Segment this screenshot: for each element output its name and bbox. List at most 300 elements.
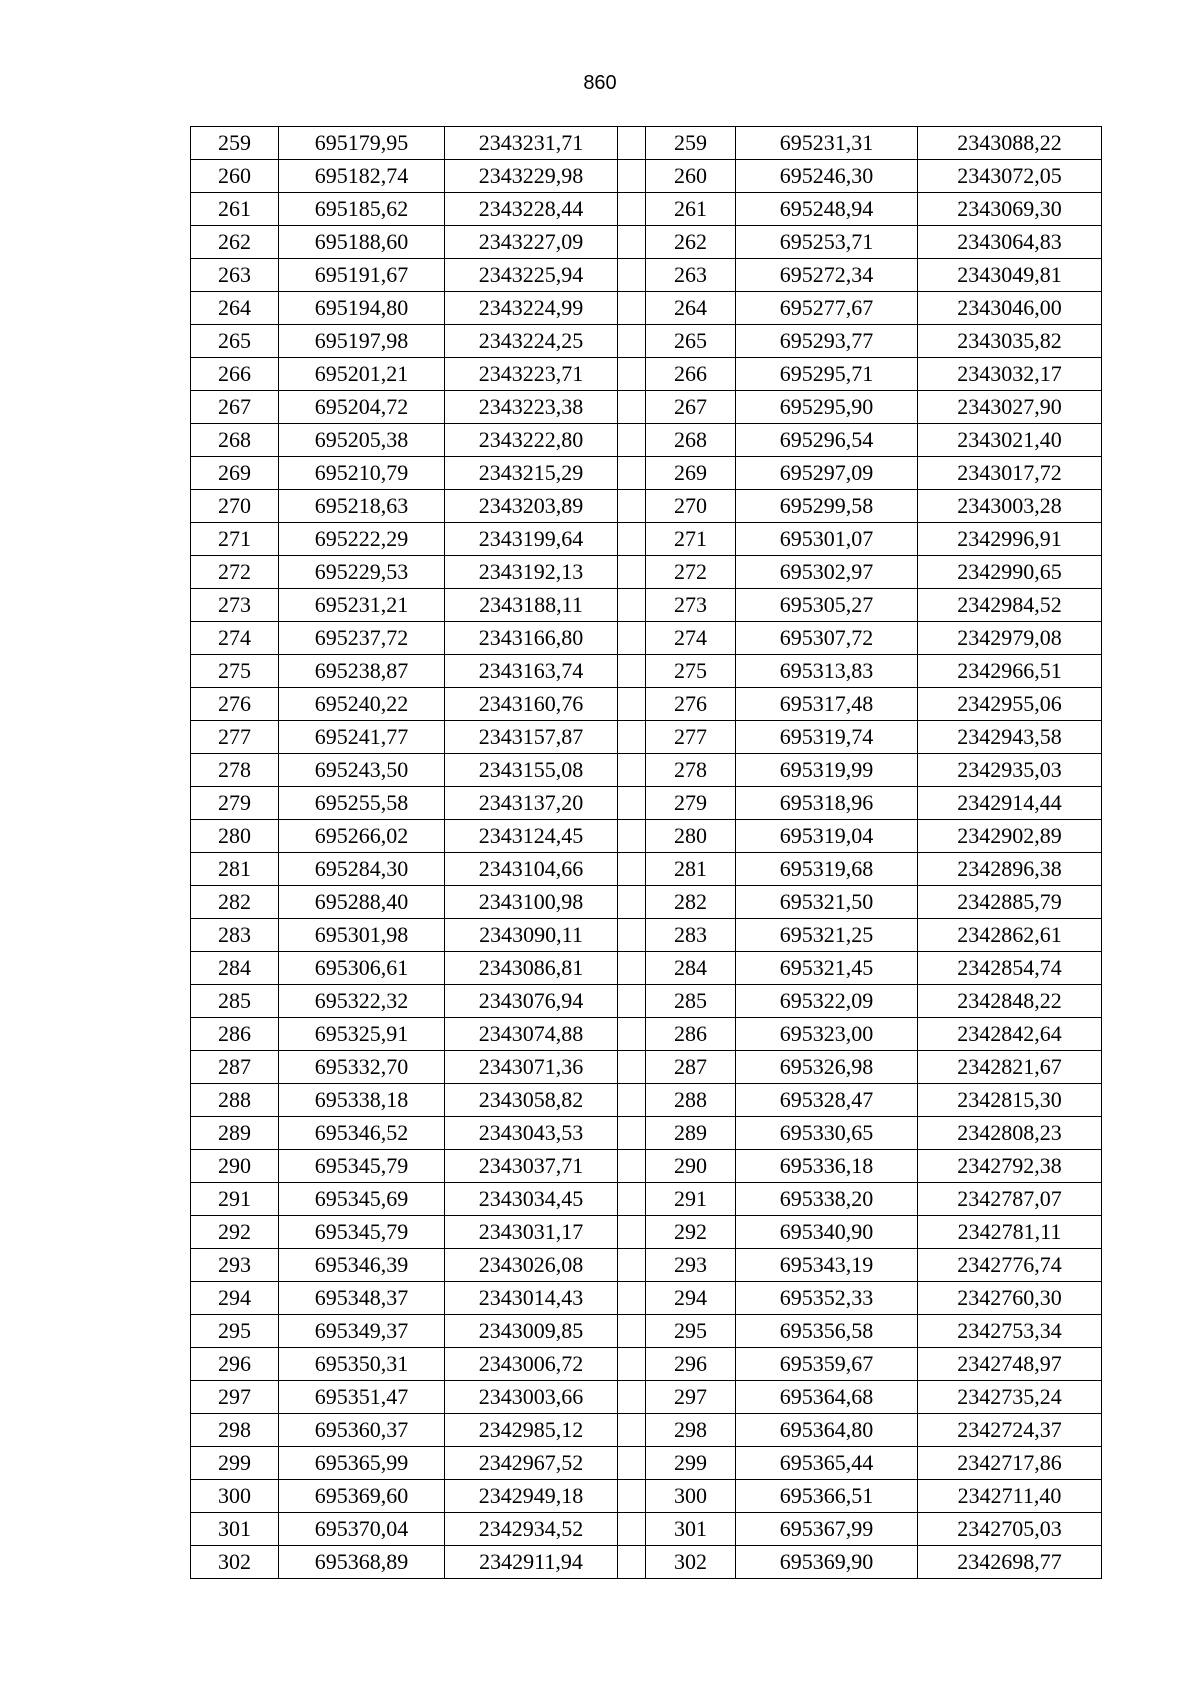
point-number-right: 262	[646, 226, 736, 259]
x-coordinate-right: 695307,72	[736, 622, 918, 655]
x-coordinate-right: 695340,90	[736, 1216, 918, 1249]
y-coordinate-right: 2342792,38	[918, 1150, 1102, 1183]
x-coordinate-left: 695229,53	[279, 556, 445, 589]
table-row	[191, 919, 1102, 952]
spacer-cell	[618, 1381, 646, 1414]
x-coordinate-right: 695369,90	[736, 1546, 918, 1579]
point-number-left: 297	[191, 1381, 279, 1414]
point-number-right: 259	[646, 127, 736, 160]
spacer-cell	[618, 622, 646, 655]
x-coordinate-left: 695197,98	[279, 325, 445, 358]
y-coordinate-left: 2343188,11	[445, 589, 618, 622]
coordinates-table	[190, 126, 1102, 1579]
y-coordinate-right: 2343069,30	[918, 193, 1102, 226]
point-number-right: 266	[646, 358, 736, 391]
y-coordinate-right: 2342776,74	[918, 1249, 1102, 1282]
table-row	[191, 1051, 1102, 1084]
point-number-left: 286	[191, 1018, 279, 1051]
x-coordinate-right: 695326,98	[736, 1051, 918, 1084]
spacer-cell	[618, 292, 646, 325]
x-coordinate-left: 695346,39	[279, 1249, 445, 1282]
y-coordinate-right: 2342996,91	[918, 523, 1102, 556]
y-coordinate-left: 2343037,71	[445, 1150, 618, 1183]
x-coordinate-left: 695241,77	[279, 721, 445, 754]
x-coordinate-right: 695297,09	[736, 457, 918, 490]
point-number-left: 274	[191, 622, 279, 655]
x-coordinate-right: 695319,68	[736, 853, 918, 886]
table-row	[191, 1480, 1102, 1513]
point-number-right: 276	[646, 688, 736, 721]
spacer-cell	[618, 490, 646, 523]
x-coordinate-left: 695210,79	[279, 457, 445, 490]
y-coordinate-left: 2343215,29	[445, 457, 618, 490]
x-coordinate-left: 695205,38	[279, 424, 445, 457]
y-coordinate-left: 2343009,85	[445, 1315, 618, 1348]
table-row	[191, 1348, 1102, 1381]
spacer-cell	[618, 1183, 646, 1216]
y-coordinate-left: 2343225,94	[445, 259, 618, 292]
x-coordinate-right: 695359,67	[736, 1348, 918, 1381]
x-coordinate-left: 695237,72	[279, 622, 445, 655]
spacer-cell	[618, 1117, 646, 1150]
x-coordinate-left: 695365,99	[279, 1447, 445, 1480]
spacer-cell	[618, 160, 646, 193]
table-row	[191, 754, 1102, 787]
x-coordinate-right: 695313,83	[736, 655, 918, 688]
point-number-right: 291	[646, 1183, 736, 1216]
point-number-right: 289	[646, 1117, 736, 1150]
x-coordinate-right: 695330,65	[736, 1117, 918, 1150]
point-number-left: 285	[191, 985, 279, 1018]
x-coordinate-left: 695346,52	[279, 1117, 445, 1150]
y-coordinate-left: 2343076,94	[445, 985, 618, 1018]
y-coordinate-right: 2343046,00	[918, 292, 1102, 325]
point-number-left: 300	[191, 1480, 279, 1513]
y-coordinate-left: 2343157,87	[445, 721, 618, 754]
spacer-cell	[618, 1051, 646, 1084]
spacer-cell	[618, 193, 646, 226]
x-coordinate-right: 695318,96	[736, 787, 918, 820]
point-number-left: 259	[191, 127, 279, 160]
table-row	[191, 226, 1102, 259]
table-row	[191, 721, 1102, 754]
y-coordinate-right: 2342711,40	[918, 1480, 1102, 1513]
point-number-right: 277	[646, 721, 736, 754]
table-row	[191, 1513, 1102, 1546]
point-number-left: 284	[191, 952, 279, 985]
y-coordinate-right: 2342717,86	[918, 1447, 1102, 1480]
y-coordinate-left: 2343224,99	[445, 292, 618, 325]
table-row	[191, 1183, 1102, 1216]
y-coordinate-left: 2343074,88	[445, 1018, 618, 1051]
x-coordinate-right: 695364,68	[736, 1381, 918, 1414]
spacer-cell	[618, 589, 646, 622]
x-coordinate-left: 695222,29	[279, 523, 445, 556]
y-coordinate-left: 2343031,17	[445, 1216, 618, 1249]
x-coordinate-left: 695182,74	[279, 160, 445, 193]
point-number-left: 287	[191, 1051, 279, 1084]
spacer-cell	[618, 556, 646, 589]
point-number-left: 294	[191, 1282, 279, 1315]
y-coordinate-right: 2342935,03	[918, 754, 1102, 787]
point-number-left: 264	[191, 292, 279, 325]
y-coordinate-left: 2342934,52	[445, 1513, 618, 1546]
point-number-right: 270	[646, 490, 736, 523]
y-coordinate-right: 2342748,97	[918, 1348, 1102, 1381]
spacer-cell	[618, 1447, 646, 1480]
table-row	[191, 688, 1102, 721]
y-coordinate-right: 2342862,61	[918, 919, 1102, 952]
spacer-cell	[618, 1282, 646, 1315]
x-coordinate-left: 695240,22	[279, 688, 445, 721]
x-coordinate-right: 695302,97	[736, 556, 918, 589]
y-coordinate-right: 2342990,65	[918, 556, 1102, 589]
point-number-left: 298	[191, 1414, 279, 1447]
point-number-left: 263	[191, 259, 279, 292]
y-coordinate-right: 2342914,44	[918, 787, 1102, 820]
point-number-left: 267	[191, 391, 279, 424]
y-coordinate-right: 2343027,90	[918, 391, 1102, 424]
spacer-cell	[618, 226, 646, 259]
spacer-cell	[618, 325, 646, 358]
spacer-cell	[618, 523, 646, 556]
x-coordinate-left: 695370,04	[279, 1513, 445, 1546]
y-coordinate-left: 2343227,09	[445, 226, 618, 259]
x-coordinate-right: 695322,09	[736, 985, 918, 1018]
table-row	[191, 787, 1102, 820]
point-number-right: 292	[646, 1216, 736, 1249]
x-coordinate-left: 695194,80	[279, 292, 445, 325]
y-coordinate-right: 2342955,06	[918, 688, 1102, 721]
point-number-right: 268	[646, 424, 736, 457]
spacer-cell	[618, 952, 646, 985]
spacer-cell	[618, 1249, 646, 1282]
table-row	[191, 1447, 1102, 1480]
x-coordinate-left: 695345,79	[279, 1150, 445, 1183]
x-coordinate-right: 695319,99	[736, 754, 918, 787]
y-coordinate-right: 2342724,37	[918, 1414, 1102, 1447]
x-coordinate-right: 695367,99	[736, 1513, 918, 1546]
point-number-left: 272	[191, 556, 279, 589]
y-coordinate-right: 2342705,03	[918, 1513, 1102, 1546]
y-coordinate-right: 2342821,67	[918, 1051, 1102, 1084]
point-number-left: 280	[191, 820, 279, 853]
point-number-left: 277	[191, 721, 279, 754]
spacer-cell	[618, 853, 646, 886]
table-row	[191, 490, 1102, 523]
y-coordinate-right: 2342979,08	[918, 622, 1102, 655]
y-coordinate-left: 2342985,12	[445, 1414, 618, 1447]
point-number-right: 284	[646, 952, 736, 985]
table-row	[191, 1150, 1102, 1183]
point-number-left: 262	[191, 226, 279, 259]
point-number-left: 299	[191, 1447, 279, 1480]
table-row	[191, 259, 1102, 292]
y-coordinate-right: 2342854,74	[918, 952, 1102, 985]
point-number-right: 271	[646, 523, 736, 556]
spacer-cell	[618, 127, 646, 160]
y-coordinate-left: 2343124,45	[445, 820, 618, 853]
x-coordinate-right: 695248,94	[736, 193, 918, 226]
x-coordinate-left: 695284,30	[279, 853, 445, 886]
y-coordinate-right: 2342760,30	[918, 1282, 1102, 1315]
y-coordinate-left: 2343222,80	[445, 424, 618, 457]
y-coordinate-right: 2342698,77	[918, 1546, 1102, 1579]
y-coordinate-left: 2343100,98	[445, 886, 618, 919]
y-coordinate-left: 2343003,66	[445, 1381, 618, 1414]
y-coordinate-right: 2343064,83	[918, 226, 1102, 259]
table-row	[191, 127, 1102, 160]
y-coordinate-right: 2343017,72	[918, 457, 1102, 490]
x-coordinate-left: 695243,50	[279, 754, 445, 787]
point-number-left: 273	[191, 589, 279, 622]
spacer-cell	[618, 655, 646, 688]
x-coordinate-right: 695366,51	[736, 1480, 918, 1513]
y-coordinate-left: 2343231,71	[445, 127, 618, 160]
point-number-right: 283	[646, 919, 736, 952]
table-row	[191, 1249, 1102, 1282]
spacer-cell	[618, 688, 646, 721]
table-row	[191, 622, 1102, 655]
y-coordinate-right: 2343072,05	[918, 160, 1102, 193]
point-number-right: 267	[646, 391, 736, 424]
x-coordinate-left: 695345,69	[279, 1183, 445, 1216]
point-number-right: 279	[646, 787, 736, 820]
y-coordinate-left: 2343229,98	[445, 160, 618, 193]
point-number-left: 295	[191, 1315, 279, 1348]
x-coordinate-left: 695350,31	[279, 1348, 445, 1381]
y-coordinate-right: 2342984,52	[918, 589, 1102, 622]
point-number-right: 288	[646, 1084, 736, 1117]
y-coordinate-right: 2342848,22	[918, 985, 1102, 1018]
x-coordinate-right: 695352,33	[736, 1282, 918, 1315]
point-number-right: 300	[646, 1480, 736, 1513]
x-coordinate-left: 695360,37	[279, 1414, 445, 1447]
point-number-right: 286	[646, 1018, 736, 1051]
point-number-right: 264	[646, 292, 736, 325]
y-coordinate-right: 2342781,11	[918, 1216, 1102, 1249]
y-coordinate-left: 2343203,89	[445, 490, 618, 523]
x-coordinate-left: 695255,58	[279, 787, 445, 820]
y-coordinate-right: 2342966,51	[918, 655, 1102, 688]
y-coordinate-left: 2343090,11	[445, 919, 618, 952]
y-coordinate-left: 2342911,94	[445, 1546, 618, 1579]
point-number-right: 293	[646, 1249, 736, 1282]
x-coordinate-right: 695317,48	[736, 688, 918, 721]
point-number-left: 288	[191, 1084, 279, 1117]
page-number: 860	[583, 72, 617, 94]
y-coordinate-right: 2342842,64	[918, 1018, 1102, 1051]
point-number-right: 280	[646, 820, 736, 853]
x-coordinate-right: 695321,50	[736, 886, 918, 919]
point-number-right: 282	[646, 886, 736, 919]
spacer-cell	[618, 424, 646, 457]
y-coordinate-left: 2343026,08	[445, 1249, 618, 1282]
x-coordinate-left: 695204,72	[279, 391, 445, 424]
y-coordinate-left: 2343160,76	[445, 688, 618, 721]
x-coordinate-left: 695368,89	[279, 1546, 445, 1579]
table-row	[191, 1315, 1102, 1348]
x-coordinate-left: 695179,95	[279, 127, 445, 160]
spacer-cell	[618, 754, 646, 787]
x-coordinate-left: 695332,70	[279, 1051, 445, 1084]
x-coordinate-right: 695301,07	[736, 523, 918, 556]
point-number-right: 272	[646, 556, 736, 589]
table-row	[191, 952, 1102, 985]
y-coordinate-left: 2343137,20	[445, 787, 618, 820]
point-number-left: 261	[191, 193, 279, 226]
table-row	[191, 985, 1102, 1018]
x-coordinate-right: 695305,27	[736, 589, 918, 622]
point-number-left: 275	[191, 655, 279, 688]
x-coordinate-right: 695296,54	[736, 424, 918, 457]
table-row	[191, 886, 1102, 919]
point-number-right: 281	[646, 853, 736, 886]
y-coordinate-left: 2343104,66	[445, 853, 618, 886]
x-coordinate-left: 695345,79	[279, 1216, 445, 1249]
table-row	[191, 1381, 1102, 1414]
x-coordinate-right: 695319,04	[736, 820, 918, 853]
point-number-left: 260	[191, 160, 279, 193]
spacer-cell	[618, 1084, 646, 1117]
point-number-left: 291	[191, 1183, 279, 1216]
point-number-right: 297	[646, 1381, 736, 1414]
x-coordinate-left: 695266,02	[279, 820, 445, 853]
point-number-right: 261	[646, 193, 736, 226]
point-number-right: 298	[646, 1414, 736, 1447]
y-coordinate-right: 2342943,58	[918, 721, 1102, 754]
x-coordinate-right: 695338,20	[736, 1183, 918, 1216]
point-number-left: 266	[191, 358, 279, 391]
point-number-left: 269	[191, 457, 279, 490]
x-coordinate-right: 695295,71	[736, 358, 918, 391]
x-coordinate-left: 695306,61	[279, 952, 445, 985]
spacer-cell	[618, 358, 646, 391]
point-number-left: 278	[191, 754, 279, 787]
point-number-right: 265	[646, 325, 736, 358]
y-coordinate-right: 2343032,17	[918, 358, 1102, 391]
x-coordinate-left: 695348,37	[279, 1282, 445, 1315]
y-coordinate-right: 2342753,34	[918, 1315, 1102, 1348]
point-number-right: 294	[646, 1282, 736, 1315]
spacer-cell	[618, 1480, 646, 1513]
x-coordinate-right: 695246,30	[736, 160, 918, 193]
point-number-right: 278	[646, 754, 736, 787]
y-coordinate-left: 2343006,72	[445, 1348, 618, 1381]
spacer-cell	[618, 919, 646, 952]
point-number-left: 265	[191, 325, 279, 358]
x-coordinate-right: 695343,19	[736, 1249, 918, 1282]
y-coordinate-left: 2343223,71	[445, 358, 618, 391]
point-number-left: 282	[191, 886, 279, 919]
spacer-cell	[618, 787, 646, 820]
point-number-left: 289	[191, 1117, 279, 1150]
x-coordinate-left: 695188,60	[279, 226, 445, 259]
x-coordinate-left: 695369,60	[279, 1480, 445, 1513]
x-coordinate-left: 695301,98	[279, 919, 445, 952]
table-row	[191, 292, 1102, 325]
spacer-cell	[618, 820, 646, 853]
x-coordinate-right: 695293,77	[736, 325, 918, 358]
y-coordinate-left: 2343014,43	[445, 1282, 618, 1315]
spacer-cell	[618, 1216, 646, 1249]
table-row	[191, 853, 1102, 886]
x-coordinate-right: 695319,74	[736, 721, 918, 754]
point-number-left: 292	[191, 1216, 279, 1249]
point-number-left: 293	[191, 1249, 279, 1282]
point-number-right: 263	[646, 259, 736, 292]
x-coordinate-right: 695364,80	[736, 1414, 918, 1447]
y-coordinate-right: 2343035,82	[918, 325, 1102, 358]
x-coordinate-right: 695295,90	[736, 391, 918, 424]
y-coordinate-left: 2343166,80	[445, 622, 618, 655]
table-row	[191, 457, 1102, 490]
point-number-left: 283	[191, 919, 279, 952]
coordinates-table-body	[191, 127, 1102, 1579]
y-coordinate-left: 2343086,81	[445, 952, 618, 985]
y-coordinate-right: 2342885,79	[918, 886, 1102, 919]
y-coordinate-left: 2342967,52	[445, 1447, 618, 1480]
y-coordinate-right: 2342787,07	[918, 1183, 1102, 1216]
x-coordinate-left: 695338,18	[279, 1084, 445, 1117]
x-coordinate-right: 695336,18	[736, 1150, 918, 1183]
y-coordinate-left: 2343043,53	[445, 1117, 618, 1150]
table-row	[191, 1084, 1102, 1117]
point-number-left: 290	[191, 1150, 279, 1183]
table-row	[191, 1546, 1102, 1579]
y-coordinate-left: 2343155,08	[445, 754, 618, 787]
y-coordinate-left: 2343163,74	[445, 655, 618, 688]
y-coordinate-left: 2343071,36	[445, 1051, 618, 1084]
spacer-cell	[618, 1546, 646, 1579]
x-coordinate-right: 695365,44	[736, 1447, 918, 1480]
y-coordinate-right: 2343003,28	[918, 490, 1102, 523]
spacer-cell	[618, 721, 646, 754]
x-coordinate-left: 695322,32	[279, 985, 445, 1018]
point-number-right: 269	[646, 457, 736, 490]
y-coordinate-right: 2342735,24	[918, 1381, 1102, 1414]
point-number-right: 302	[646, 1546, 736, 1579]
point-number-right: 287	[646, 1051, 736, 1084]
point-number-left: 302	[191, 1546, 279, 1579]
x-coordinate-left: 695218,63	[279, 490, 445, 523]
table-row	[191, 325, 1102, 358]
y-coordinate-left: 2343034,45	[445, 1183, 618, 1216]
y-coordinate-left: 2343224,25	[445, 325, 618, 358]
spacer-cell	[618, 391, 646, 424]
x-coordinate-left: 695349,37	[279, 1315, 445, 1348]
x-coordinate-right: 695277,67	[736, 292, 918, 325]
x-coordinate-right: 695321,25	[736, 919, 918, 952]
point-number-right: 273	[646, 589, 736, 622]
point-number-left: 276	[191, 688, 279, 721]
y-coordinate-left: 2342949,18	[445, 1480, 618, 1513]
x-coordinate-left: 695185,62	[279, 193, 445, 226]
x-coordinate-right: 695328,47	[736, 1084, 918, 1117]
x-coordinate-left: 695325,91	[279, 1018, 445, 1051]
spacer-cell	[618, 886, 646, 919]
table-row	[191, 820, 1102, 853]
table-row	[191, 1216, 1102, 1249]
y-coordinate-left: 2343058,82	[445, 1084, 618, 1117]
x-coordinate-right: 695299,58	[736, 490, 918, 523]
point-number-right: 275	[646, 655, 736, 688]
y-coordinate-right: 2342815,30	[918, 1084, 1102, 1117]
spacer-cell	[618, 1018, 646, 1051]
spacer-cell	[618, 1414, 646, 1447]
point-number-right: 274	[646, 622, 736, 655]
table-row	[191, 1414, 1102, 1447]
